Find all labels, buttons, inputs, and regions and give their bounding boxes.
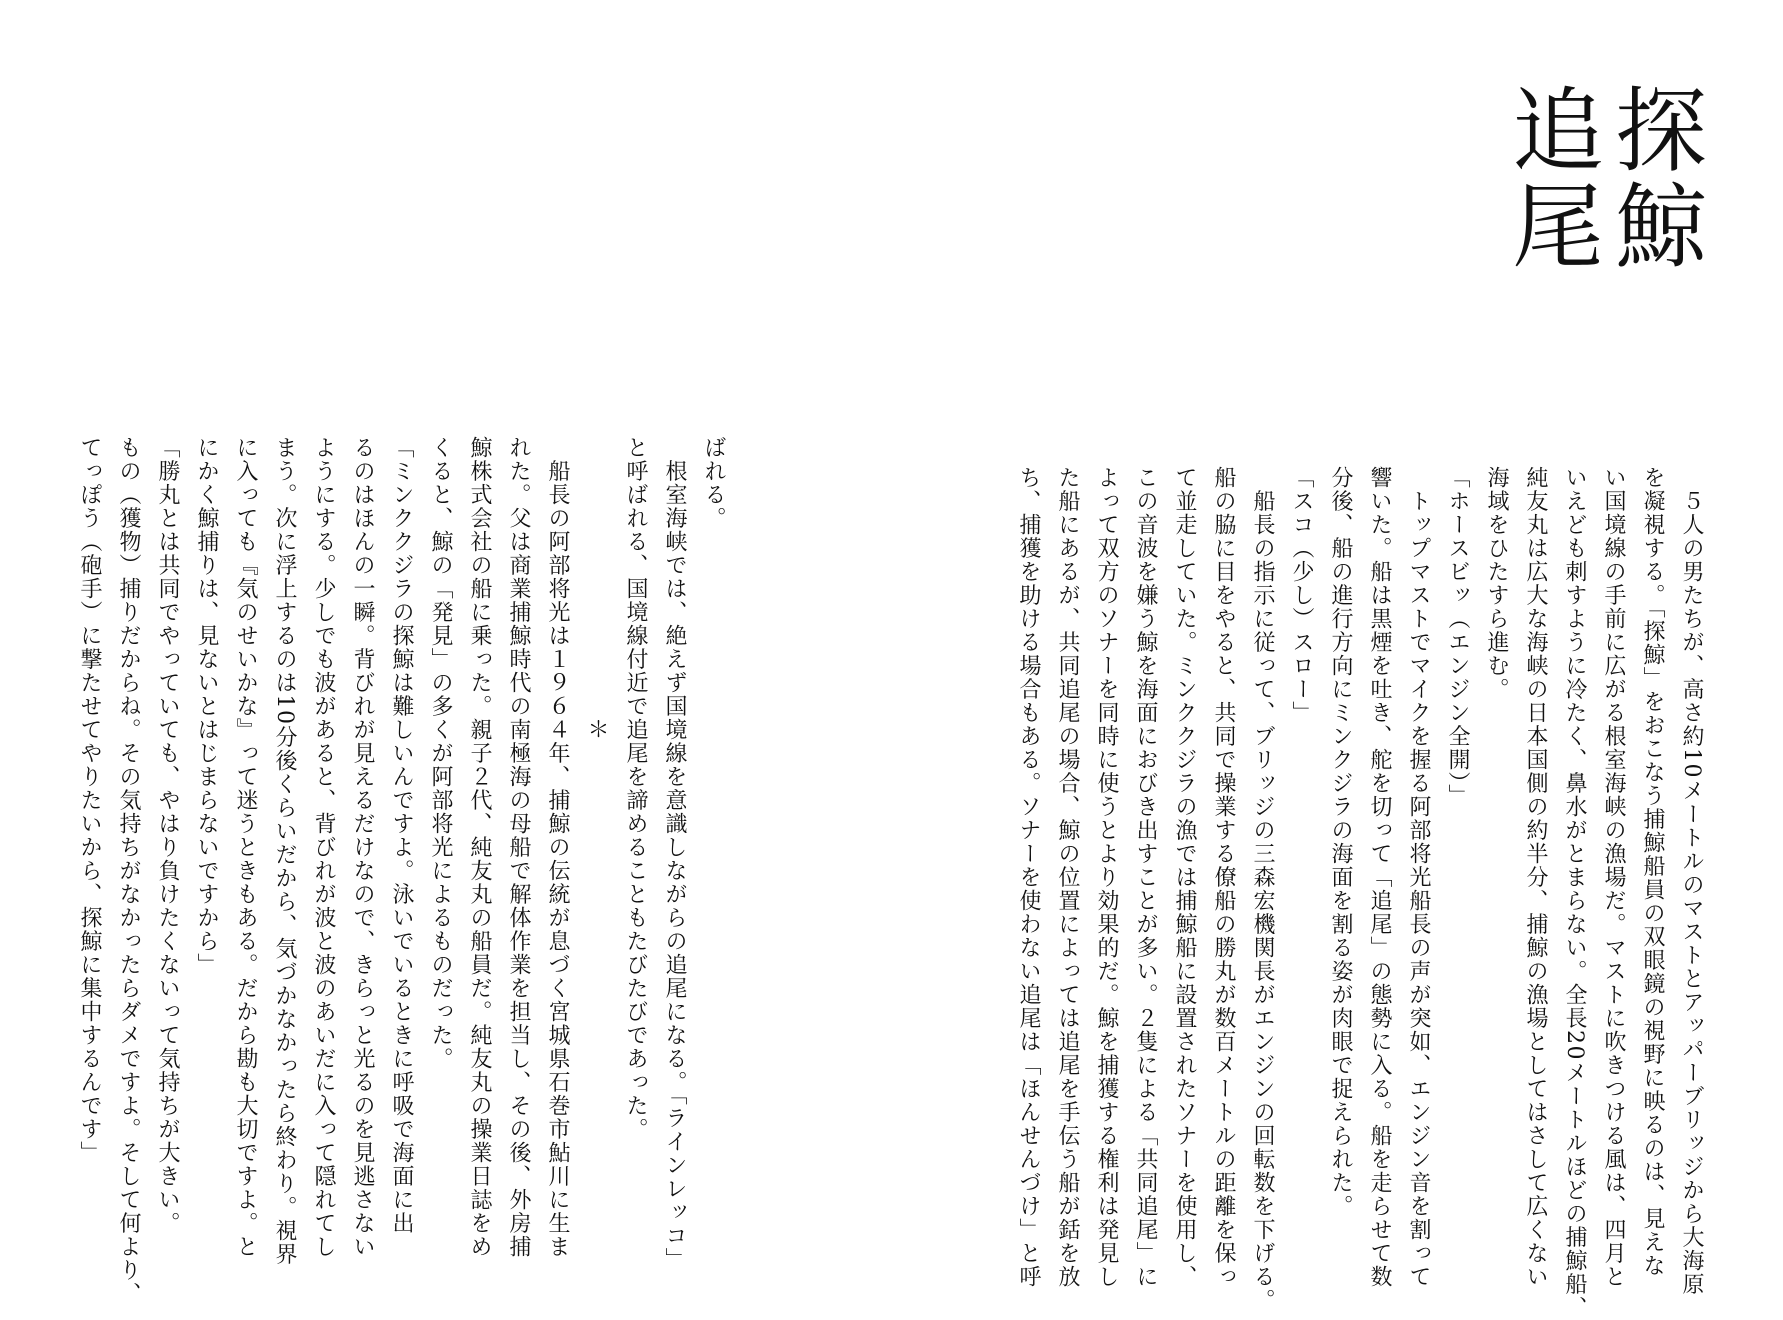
text-column: トップマストでマイクを握る阿部将光船長の声が突如、エンジン音を割って	[1406, 466, 1431, 1289]
text-column: 船長の指示に従って、ブリッジの三森宏機関長がエンジンの回転数を下げる。	[1250, 466, 1275, 1312]
text-column: 根室海峡では、絶えず国境線を意識しながらの追尾になる。「ラインレッコ」	[662, 436, 687, 1271]
text-column: ち、捕獲を助ける場合もある。ソナーを使わない追尾は「ほんせんづけ」と呼	[1016, 466, 1041, 1289]
text-column: くると、鯨の「発見」の多くが阿部将光によるものだった。	[428, 436, 453, 1071]
text-column: 分後、船の進行方向にミンクジラの海面を割る姿が肉眼で捉えられた。	[1328, 466, 1353, 1218]
text-column: よって双方のソナーを同時に使うとより効果的だ。鯨を捕獲する権利は発見し	[1094, 466, 1119, 1289]
text-column: れた。父は商業捕鯨時代の南極海の母船で解体作業を担当し、その後、外房捕	[506, 436, 531, 1259]
text-column: ＊	[584, 436, 609, 742]
text-column: た船にあるが、共同追尾の場合、鯨の位置によっては追尾を手伝う船が銛を放	[1055, 466, 1080, 1289]
text-column: を凝視する。「探鯨」をおこなう捕鯨船員の双眼鏡の視野に映るのは、見えな	[1640, 466, 1665, 1278]
text-column: 「ホースビッ（エンジン全開）」	[1445, 466, 1470, 808]
text-column: に入っても『気のせいかな』って迷うときもある。だから勘も大切ですよ。と	[233, 436, 258, 1259]
text-column: ５人の男たちが、高さ約10メートルのマストとアッパーブリッジから大海原	[1679, 466, 1704, 1296]
text-column: い国境線の手前に広がる根室海峡の漁場だ。マストに吹きつける風は、四月と	[1601, 466, 1626, 1289]
text-column: 「勝丸とは共同でやっていても、やはり負けたくないって気持ちが大きい。	[155, 436, 180, 1235]
text-column: と呼ばれる、国境線付近で追尾を諦めることもたびたびであった。	[623, 436, 648, 1141]
text-column: この音波を嫌う鯨を海面におびき出すことが多い。２隻による「共同追尾」に	[1133, 466, 1158, 1289]
text-column: ばれる。	[701, 436, 726, 530]
text-column: てっぽう（砲手）に撃たせてやりたいから、探鯨に集中するんです」	[77, 436, 102, 1165]
chapter-title: 探鯨 追尾	[1496, 82, 1707, 274]
text-column: て並走していた。ミンククジラの漁では捕鯨船に設置されたソナーを使用し、	[1172, 466, 1197, 1289]
text-column: 「スコ（少し）スロー」	[1289, 466, 1314, 725]
text-column: まう。次に浮上するのは10分後くらいだから、気づかなかったら終わり。視界	[272, 436, 297, 1266]
text-column: 海域をひたすら進む。	[1484, 466, 1509, 701]
text-column: もの（獲物）捕りだからね。その気持ちがなかったらダメですよ。そして何より、	[116, 436, 141, 1306]
text-column: にかく鯨捕りは、見ないとはじまらないですから」	[194, 436, 219, 977]
text-column: ようにする。少しでも波があると、背びれが波と波のあいだに入って隠れてし	[311, 436, 336, 1259]
right-page-text	[1009, 466, 1711, 1320]
text-column: 鯨株式会社の船に乗った。親子２代、純友丸の船員だ。純友丸の操業日誌をめ	[467, 436, 492, 1259]
text-column: 船長の阿部将光は１９６４年、捕鯨の伝統が息づく宮城県石巻市鮎川に生ま	[545, 436, 570, 1259]
text-column: 純友丸は広大な海峡の日本国側の約半分、捕鯨の漁場としてはさして広くない	[1523, 466, 1548, 1289]
left-page-text	[70, 436, 733, 1306]
text-column: 「ミンククジラの探鯨は難しいんですよ。泳いでいるときに呼吸で海面に出	[389, 436, 414, 1235]
text-column: いえども刺すように冷たく、鼻水がとまらない。全長20メートルほどの捕鯨船、	[1562, 466, 1587, 1320]
text-column: るのはほんの一瞬。背びれが見えるだけなので、きらっと光るのを見逃さない	[350, 436, 375, 1259]
text-column: 船の脇に目をやると、共同で操業する僚船の勝丸が数百メートルの距離を保っ	[1211, 466, 1236, 1289]
text-column: 響いた。船は黒煙を吐き、舵を切って「追尾」の態勢に入る。船を走らせて数	[1367, 466, 1392, 1289]
